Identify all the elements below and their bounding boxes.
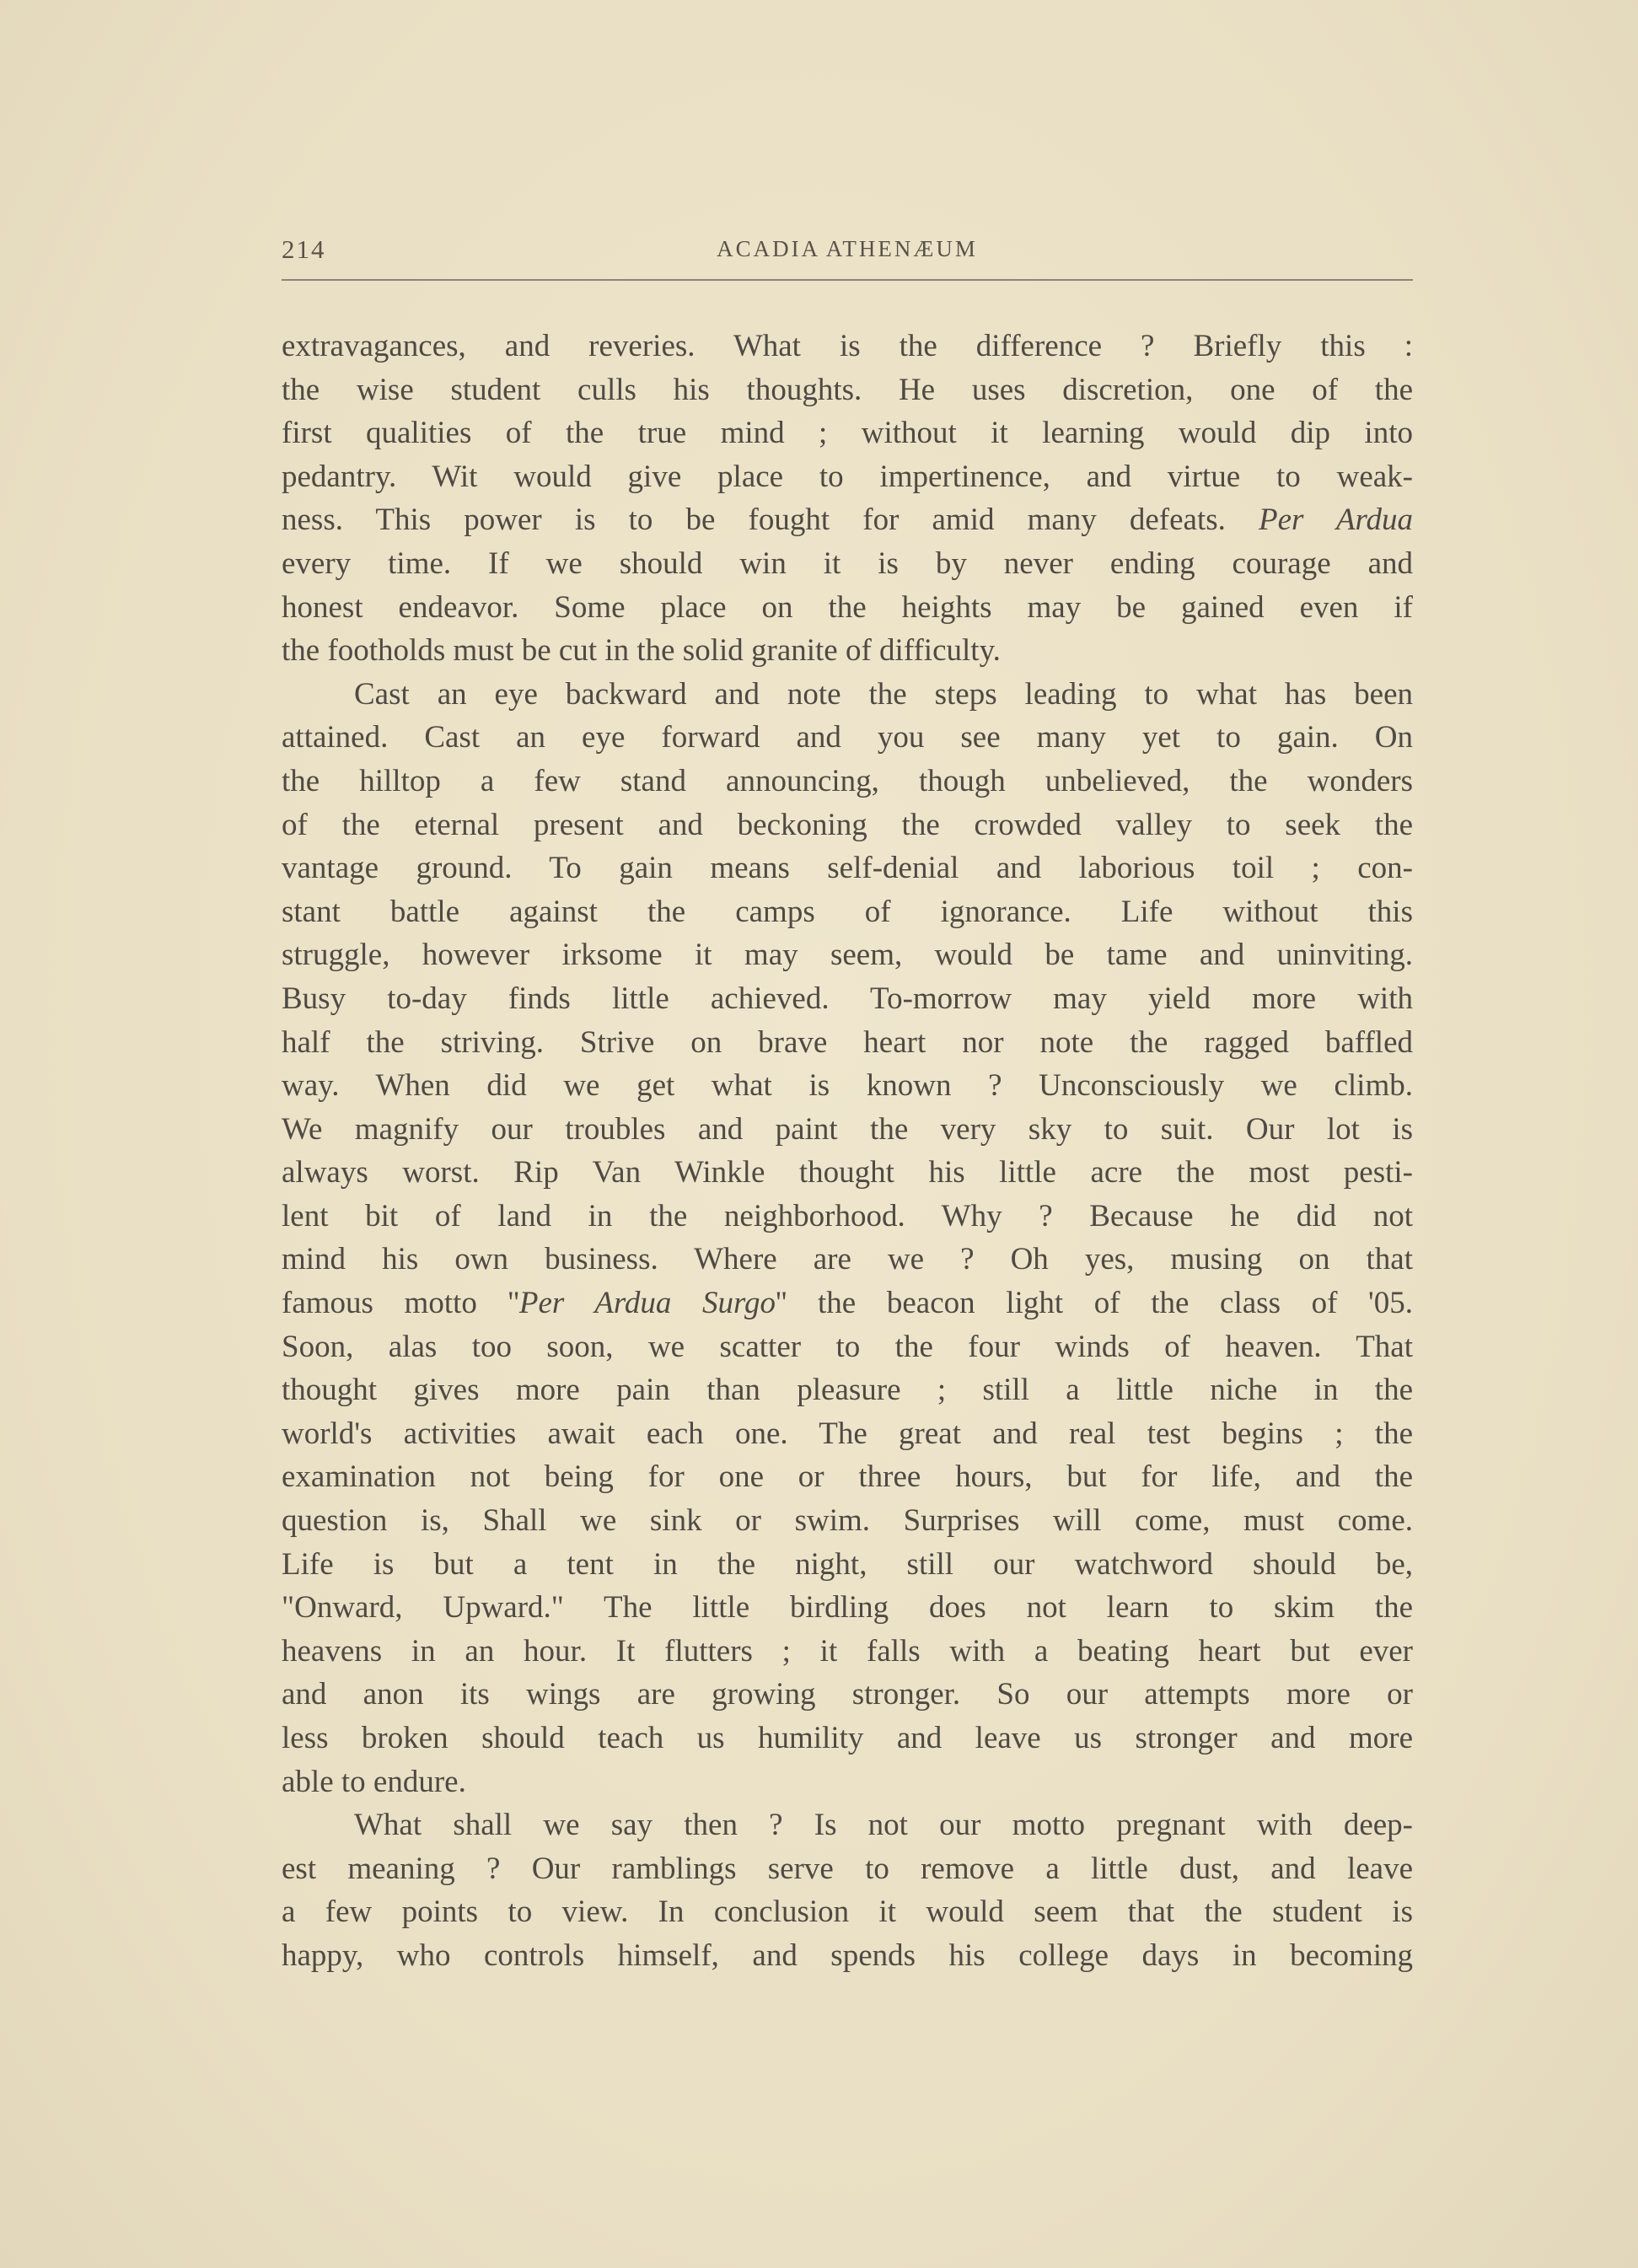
text-line: a few points to view. In conclusion it would seem that the student is (282, 1894, 1413, 1930)
text-line: first qualities of the true mind ; without it learning would dip into (282, 416, 1413, 451)
text-segment: the beacon light of the class of '05. (818, 1286, 1413, 1321)
text-line: Busy to-day finds little achieved. To-morrow may yield more with (282, 981, 1413, 1016)
header-rule (282, 279, 1413, 281)
text-line: Life is but a tent in the night, still our watchword should be, (282, 1546, 1413, 1582)
running-title: ACADIA ATHENÆUM (717, 236, 978, 261)
italic-motto: Per Ardua Surgo (518, 1286, 776, 1321)
text-line: less broken should teach us humility and leave us stronger and more (282, 1721, 1413, 1755)
article-body (282, 325, 1413, 1978)
text-line: the hilltop a few stand announcing, though unbelieved, the wonders (282, 763, 1413, 798)
text-line: extravagances, and reveries. What is the difference ? Briefly this : (282, 329, 1413, 363)
text-line: of the eternal present and beckoning the crowded valley to seek the (282, 807, 1413, 842)
text-line: heavens in an hour. It flutters ; it falls with a beating heart but ever (282, 1633, 1413, 1669)
text-line: "Onward, Upward." The little birdling does not learn to skim the (282, 1590, 1413, 1626)
text-line: What shall we say then ? Is not our motto pregnant with deep- (354, 1808, 1413, 1843)
text-line-with-italic (282, 498, 1413, 542)
text-line-with-motto: famous motto ''Per Ardua Surgo'' the beacon light of the class of '05. (282, 1286, 1413, 1321)
text-line: half the striving. Strive on brave heart nor note the ragged baffled (282, 1024, 1413, 1060)
text-line: Cast an eye backward and note the steps leading to what has been (354, 676, 1413, 712)
text-line: mind his own business. Where are we ? Oh yes, musing on that (282, 1242, 1413, 1277)
text-line: examination not being for one or three hours, but for life, and the (282, 1459, 1413, 1495)
page-number: 214 (282, 234, 326, 264)
text-line: the footholds must be cut in the solid granite of difficulty. (282, 633, 1001, 669)
text-line: always worst. Rip Van Winkle thought his little acre the most pesti- (282, 1155, 1413, 1190)
text-line: world's activities await each one. The great and real test begins ; the (282, 1416, 1413, 1451)
text-segment: famous motto (282, 1286, 477, 1321)
text-line: We magnify our troubles and paint the very sky to suit. Our lot is (282, 1111, 1413, 1147)
text-line: stant battle against the camps of ignorance. Life without this (282, 894, 1413, 929)
text-line: lent bit of land in the neighborhood. Why ? Because he did not (282, 1198, 1413, 1233)
text-line: Soon, alas too soon, we scatter to the four winds of heaven. That (282, 1329, 1413, 1364)
text-line: happy, who controls himself, and spends his college days in becoming (282, 1937, 1413, 1973)
text-line: way. When did we get what is known ? Unconsciously we climb. (282, 1068, 1413, 1104)
text-line: every time. If we should win it is by never ending courage and (282, 546, 1413, 581)
text-line: attained. Cast an eye forward and you see many yet to gain. On (282, 720, 1413, 755)
italic-motto: Per Ardua (1259, 503, 1413, 538)
text-line: vantage ground. To gain means self-denial and laborious toil ; con- (282, 851, 1413, 886)
text-line: and anon its wings are growing stronger. So our attempts more or (282, 1677, 1413, 1712)
text-line: est meaning ? Our ramblings serve to remove a little dust, and leave (282, 1851, 1413, 1886)
text-line: pedantry. Wit would give place to impertinence, and virtue to weak- (282, 459, 1413, 494)
text-line: able to endure. (282, 1764, 466, 1799)
text-line: honest endeavor. Some place on the heights may be gained even if (282, 589, 1413, 625)
text-line: question is, Shall we sink or swim. Surprises will come, must come. (282, 1503, 1413, 1539)
text-line: thought gives more pain than pleasure ; still a little niche in the (282, 1373, 1413, 1408)
page-header (282, 234, 1413, 277)
text-segment: ness. This power is to be fought for amid many defeats. (282, 503, 1226, 538)
text-line: the wise student culls his thoughts. He uses discretion, one of the (282, 372, 1413, 407)
text-line: struggle, however irksome it may seem, would be tame and uninviting. (282, 938, 1413, 973)
